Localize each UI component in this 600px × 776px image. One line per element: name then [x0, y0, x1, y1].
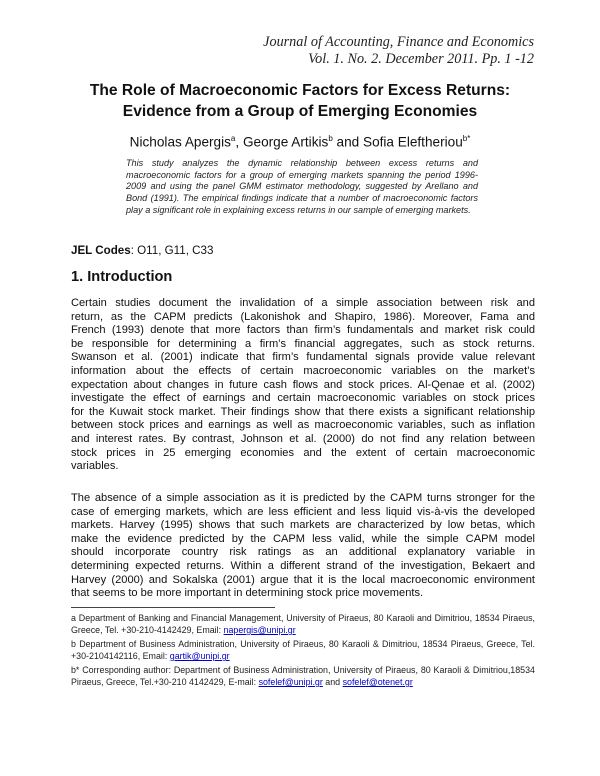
paragraph-line: investigate the effect of earnings and certain macroeconomic variables on stock prices — [71, 392, 535, 405]
footnote-b-text: b Department of Business Administration, University of Piraeus, 80 Karaoli & Dimitriou, 18534 Piraeus, Greece, Tel. +30-2104142116, Email: — [71, 639, 535, 662]
footnote-divider — [71, 607, 275, 608]
author-3: Sofia Eleftheriou — [363, 134, 463, 150]
introduction-paragraph-2 — [71, 492, 535, 601]
journal-issue: Vol. 1. No. 2. December 2011. Pp. 1 -12 — [308, 51, 534, 67]
footnote-corresponding-text: b* Corresponding author: Department of Business Administration, University of Piraeus, 80 Karaoli & Dimitriou,18534 Piraeus, Greece, Tel.+30-210 4142429, E-mail: — [71, 665, 535, 688]
paragraph-line: that seems to be more important in determining stock price movements. — [71, 587, 424, 600]
paragraph-line: information about the effects of certain macroeconomic variables on the market’s — [71, 364, 535, 377]
footnote-corresponding — [71, 664, 535, 688]
paragraph-line: return, as the CAPM predicts (Lakonishok and Shapiro, 1986). Moreover, Fama and — [71, 310, 535, 323]
author-separator: , — [235, 134, 243, 150]
paragraph-line: Harvey (2000) and Sokalska (2001) argue that it is the local macroeconomic environment — [71, 573, 535, 586]
introduction-paragraph-1 — [71, 297, 535, 474]
email-link-sofelef-unipi[interactable]: sofelef@unipi.gr — [258, 677, 323, 688]
jel-codes — [71, 244, 213, 257]
section-heading-introduction: 1. Introduction — [71, 269, 173, 285]
paragraph-line: make the evidence predicted by the CAPM less valid, while the simple CAPM model — [71, 532, 535, 545]
abstract: This study analyzes the dynamic relationship between excess returns and macroeconomic factors for a group of emerging markets spanning the period 1996-2009 and using the panel GMM estimator methodology, suggested by Arellano and Bond (1991). The empirical findings indicate that a number of macroeconomic factors play a significant role in explaining excess returns in our sample of emerging markets. — [126, 158, 478, 215]
author-separator: and — [332, 134, 363, 150]
title-line-2: Evidence from a Group of Emerging Economies — [122, 103, 478, 120]
footnote-a — [71, 612, 535, 636]
jel-values: : O11, G11, C33 — [130, 244, 214, 257]
paragraph-line: Certain studies document the invalidation of a simple association between risk and — [71, 297, 535, 309]
footnote-b — [71, 638, 535, 662]
paragraph-line: stock prices in 25 emerging economies and the extent of certain macroeconomic — [71, 446, 535, 459]
email-link-sofelef-otenet[interactable]: sofelef@otenet.gr — [342, 677, 413, 688]
footnote-conjunction: and — [322, 677, 343, 688]
jel-label: JEL Codes — [71, 244, 131, 257]
paragraph-line: should incorporate country risk ratings as an additional explanatory variable in — [71, 546, 535, 559]
author-list — [40, 130, 560, 152]
author-2: George Artikis — [242, 134, 329, 150]
email-link-gartik[interactable]: gartik@unipi.gr — [169, 651, 230, 662]
email-link-napergis[interactable]: napergis@unipi.gr — [223, 625, 296, 636]
paragraph-line: Swanson et al. (2001) indicate that firm’s fundamental signals provide value relevant — [71, 351, 535, 364]
paragraph-line: French (1993) denote that more factors than firm’s fundamentals and market risk could — [71, 324, 535, 337]
journal-header — [263, 34, 534, 68]
author-2-affiliation: b — [328, 134, 333, 143]
title-line-1: The Role of Macroeconomic Factors for Excess Returns: — [89, 82, 511, 99]
paper-title — [40, 80, 560, 122]
author-1: Nicholas Apergis — [129, 134, 231, 150]
paragraph-line: variables. — [71, 460, 119, 473]
paragraph-line: between stock prices and earnings as well as macroeconomic variables, such as inflation — [71, 419, 535, 432]
journal-name: Journal of Accounting, Finance and Economics — [263, 34, 534, 50]
author-1-affiliation: a — [230, 134, 236, 143]
paragraph-line: expectation about changes in future cash flows and stock prices. Al-Qenae et al. (2002) — [71, 378, 535, 391]
paragraph-line: markets. Harvey (1995) shows that such markets are characterized by low betas, which — [71, 519, 535, 532]
footnote-a-text: a Department of Banking and Financial Management, University of Piraeus, 80 Karaoli and Dimitriou, 18534 Piraeus, Greece, Tel. +30-210-4142429, Email: — [71, 613, 535, 636]
paragraph-line: for the Kuwait stock market. Their findings show that there exists a significant relationship — [71, 405, 535, 418]
paragraph-line: be responsible for determining a firm’s financial aggregates, such as stock returns. — [71, 337, 535, 350]
paragraph-line: and interest rates. By contrast, Johnson et al. (2000) do not find any relation between — [71, 432, 535, 445]
author-3-affiliation: b* — [462, 134, 471, 143]
paragraph-line: case of emerging markets, which are less efficient and less liquid vis-à-vis the developed — [71, 505, 535, 518]
paragraph-line: The absence of a simple association as it is predicted by the CAPM turns stronger for the — [71, 492, 535, 504]
paragraph-line: determining expected returns. Within a different strand of the investigation, Bekaert and — [71, 559, 535, 572]
